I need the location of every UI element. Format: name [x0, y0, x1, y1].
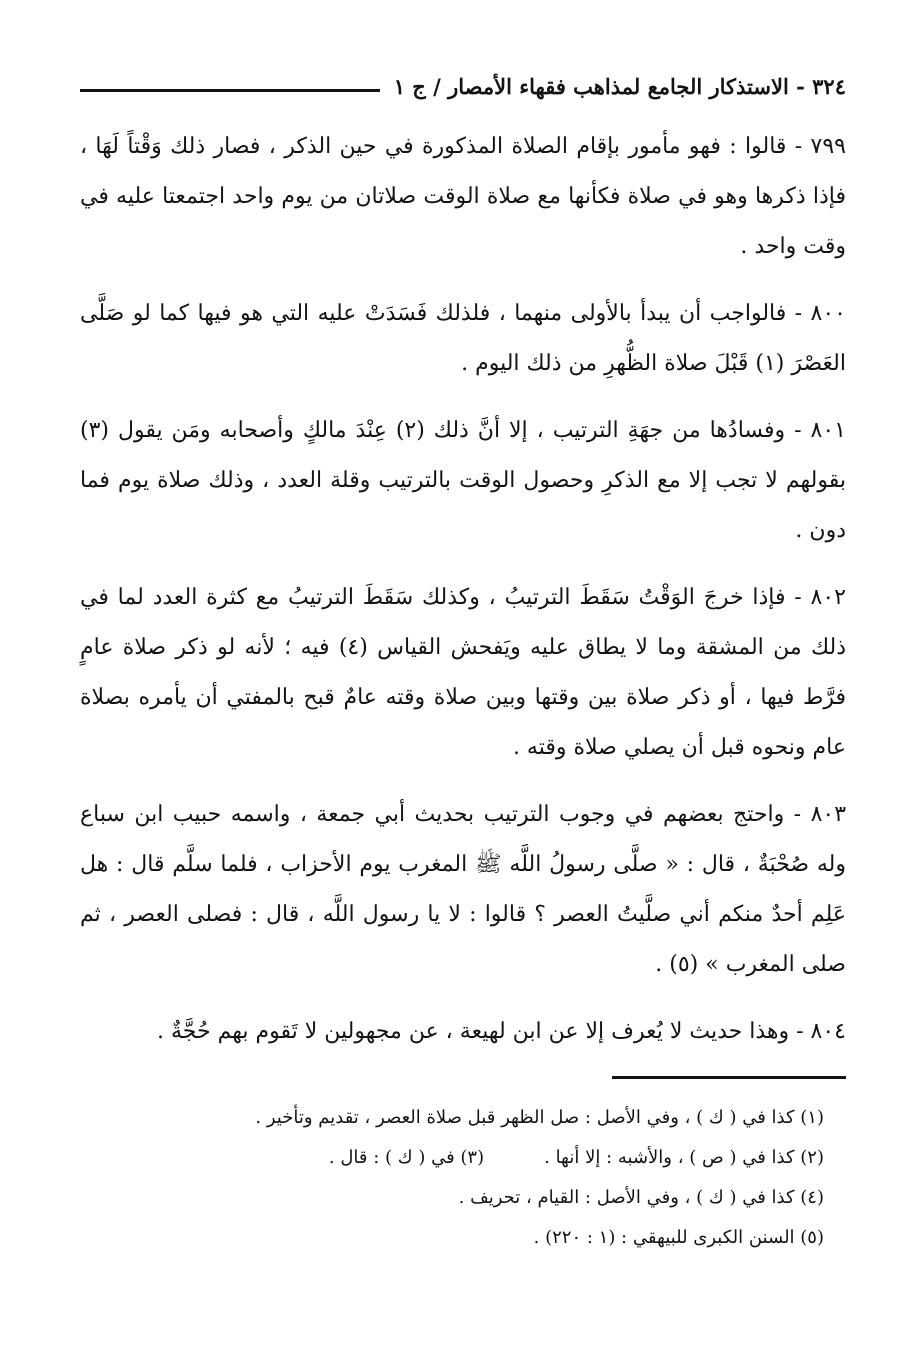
main-text	[80, 122, 846, 1074]
paragraph-799: ٧٩٩ - قالوا : فهو مأمور بإقام الصلاة المذكورة في حين الذكر ، فصار ذلك وَقْتاً لَهَا ، فإذا ذكرها وهو في صلاة فكأنها مع صلاة الوقت صلاتان من يوم واحد اجتمعتا عليه في وقت واحد .	[80, 134, 846, 259]
footnote-row	[80, 1218, 824, 1258]
footnote-2: (٢) كذا في ( ص ) ، والأشبه : إلا أنها .	[544, 1147, 824, 1168]
paragraph-803: ٨٠٣ - واحتج بعضهم في وجوب الترتيب بحديث أبي جمعة ، واسمه حبيب ابن سباع وله صُحْبَةٌ ، قال : « صلَّى رسولُ اللَّه ﷺ المغرب يوم الأحزاب ، فلما سلَّم قال : هل عَلِم أحدٌ منكم أني صلَّيتُ العصر ؟ قالوا : لا يا رسول اللَّه ، قال : فصلى العصر ، ثم صلى المغرب » (٥) .	[80, 802, 847, 977]
footnote-5: (٥) السنن الكبرى للبيهقي : (١ : ٢٢٠) .	[533, 1227, 824, 1248]
paragraph-804: ٨٠٤ - وهذا حديث لا يُعرف إلا عن ابن لهيعة ، عن مجهولين لا تَقوم بهم حُجَّةٌ .	[157, 1019, 846, 1044]
page-header-title: ٣٢٤ - الاستذكار الجامع لمذاهب فقهاء الأمصار / ج ١	[393, 73, 846, 99]
footnote-row	[80, 1098, 824, 1138]
paragraph-802: ٨٠٢ - فإذا خرجَ الوَقْتُ سَقَطَ الترتيبُ ، وكذلك سَقَطَ الترتيبُ مع كثرة العدد لما في ذلك من المشقة وما لا يطاق عليه ويَفحش القياس (٤) فيه ؛ لأنه لو ذكر صلاة عامٍ فرَّط فيها ، أو ذكر صلاة بين وقتها وبين صلاة وقته عامٌ قبح بالمفتي أن يأمره بصلاة عام ونحوه قبل أن يصلي صلاة وقته .	[80, 585, 846, 760]
paragraph-801: ٨٠١ - وفسادُها من جهَةِ الترتيب ، إلا أنَّ ذلك (٢) عِنْدَ مالكٍ وأصحابه ومَن يقول (٣) بقولهم لا تجب إلا مع الذكرِ وحصول الوقت بالترتيب وقلة العدد ، وذلك صلاة يوم فما دون .	[80, 418, 846, 543]
running-header	[80, 66, 846, 106]
footnote-separator	[612, 1076, 846, 1079]
header-rule	[80, 89, 380, 92]
footnote-1: (١) كذا في ( ك ) ، وفي الأصل : صل الظهر قبل صلاة العصر ، تقديم وتأخير .	[255, 1107, 824, 1128]
footnote-3: (٣) في ( ك ) : قال .	[328, 1147, 485, 1168]
footnotes	[80, 1098, 824, 1258]
paragraph-800: ٨٠٠ - فالواجب أن يبدأ بالأولى منهما ، فلذلك فَسَدَتْ عليه التي هو فيها كما لو صَلَّى العَصْرَ (١) قَبْلَ صلاة الظُّهرِ من ذلك اليوم .	[80, 301, 846, 376]
footnote-4: (٤) كذا في ( ك ) ، وفي الأصل : القيام ، تحريف .	[458, 1187, 824, 1208]
footnote-row	[80, 1178, 824, 1218]
footnote-row	[80, 1138, 824, 1178]
